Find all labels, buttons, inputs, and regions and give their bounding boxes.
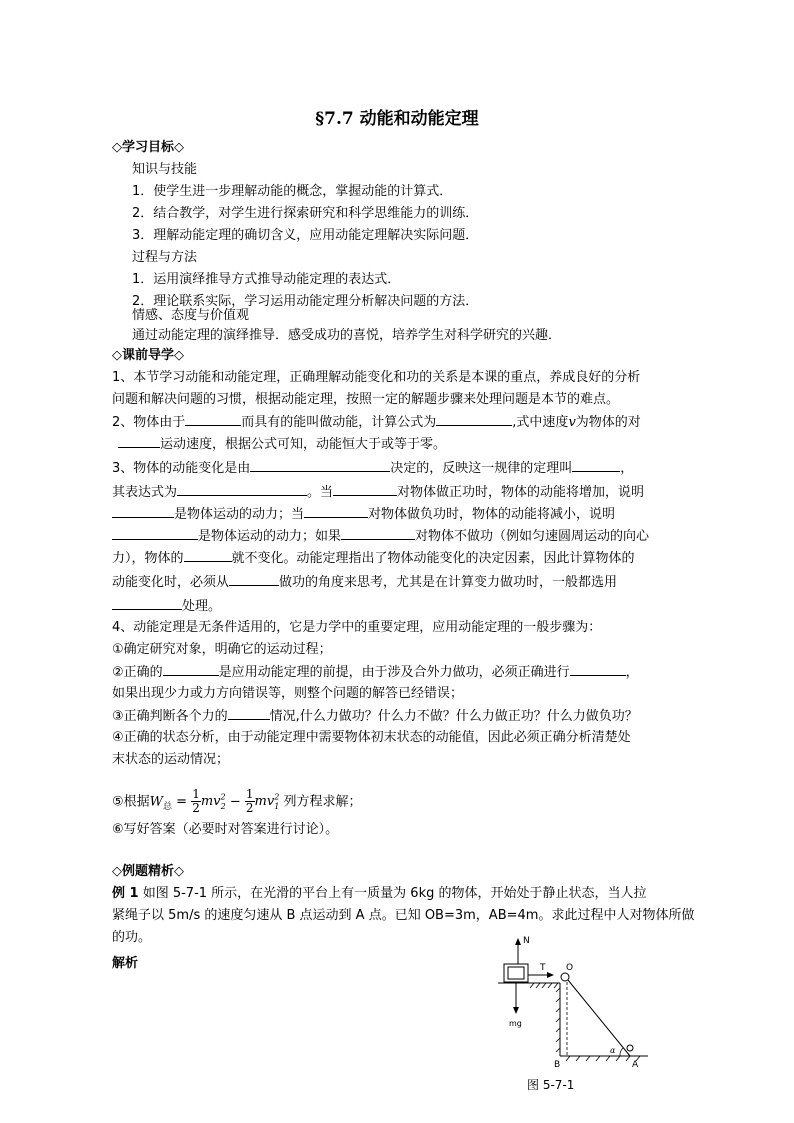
text: 而具有的能叫做动能，计算公式为 xyxy=(241,415,437,430)
example-line xyxy=(112,886,647,902)
fill-blank[interactable] xyxy=(228,708,270,720)
fill-blank[interactable] xyxy=(572,460,620,472)
fill-blank[interactable] xyxy=(185,414,241,426)
fill-blank[interactable] xyxy=(229,574,279,586)
label-N: N xyxy=(523,936,530,946)
text: 动能变化时，必须从 xyxy=(112,575,230,590)
text: ,式中速度 xyxy=(512,415,569,430)
paragraph-line: 问题和解决问题的习惯，根据动能定理，按照一定的解题步骤来处理问题是本节的难点。 xyxy=(112,392,620,407)
paragraph-line xyxy=(112,528,649,545)
fill-blank[interactable] xyxy=(570,664,626,676)
fill-blank[interactable] xyxy=(184,550,232,562)
fill-blank[interactable] xyxy=(112,598,182,610)
label-B: B xyxy=(554,1060,561,1070)
paragraph-line: 1、本节学习动能和动能定理，正确理解动能变化和功的关系是本课的重点，养成良好的分析 xyxy=(112,370,641,385)
subheading-knowledge: 知识与技能 xyxy=(132,162,198,177)
text: 对物体做正功时，物体的动能将增加，说明 xyxy=(397,485,645,500)
figure-5-7-1 xyxy=(494,930,654,1090)
goal-item: 1．运用演绎推导方式推导动能定理的表达式． xyxy=(132,272,401,287)
text: 是应用动能定理的前提，由于涉及合外力做功，必须正确进行 xyxy=(218,665,570,680)
goal-item: 3．理解动能定理的确切含义，应用动能定理解决实际问题． xyxy=(132,228,479,243)
step-item: ④正确的状态分析，由于动能定理中需要物体初末状态的动能值，因此必须正确分析清楚处 xyxy=(112,730,631,745)
fill-blank[interactable] xyxy=(118,436,160,448)
text: 对物体不做功（例如匀速圆周运动的向心 xyxy=(415,529,650,544)
fill-blank[interactable] xyxy=(333,484,397,496)
text: 为物体的对 xyxy=(575,415,641,430)
text: ， xyxy=(625,665,639,680)
fill-blank[interactable] xyxy=(341,528,415,540)
fill-blank[interactable] xyxy=(250,460,390,472)
subheading-emotion: 情感、态度与价值观 xyxy=(132,308,250,323)
goal-item: 2．结合教学，对学生进行探索研究和科学思维能力的训练． xyxy=(132,206,479,221)
arrow-head-icon xyxy=(547,972,554,978)
example-line: 的功。 xyxy=(112,930,152,945)
label-O: O xyxy=(566,963,574,973)
text: 。当 xyxy=(307,485,334,500)
text: 做功的角度来思考，尤其是在计算变力做功时，一般都选用 xyxy=(279,575,618,590)
paragraph-line xyxy=(112,460,633,477)
text: 对物体做负功时，物体的动能将减小，说明 xyxy=(368,507,616,522)
minus: − xyxy=(225,794,245,810)
text: 2、物体由于 xyxy=(112,415,186,430)
person-icon xyxy=(627,1045,633,1051)
label-alpha: α xyxy=(610,1046,616,1055)
label-T: T xyxy=(540,963,546,973)
step-item: 如果出现少力或力方向错误等，则整个问题的解答已经错误； xyxy=(112,686,464,701)
paragraph-line xyxy=(112,506,615,523)
paragraph-line xyxy=(112,598,221,615)
step-item: ⑥写好答案（必要时对答案进行讨论）。 xyxy=(112,822,339,837)
text: 情况,什么力做功？什么力不做？什么力做正功？什么力做负功？ xyxy=(269,709,638,724)
text: ， xyxy=(620,461,634,476)
step-item: 末状态的运动情况； xyxy=(112,752,230,767)
text: 处理。 xyxy=(182,599,222,614)
fill-blank[interactable] xyxy=(177,484,307,496)
section-heading-examples: ◇例题精析◇ xyxy=(112,864,184,879)
rope xyxy=(568,980,630,1056)
page-title: §7.7 动能和动能定理 xyxy=(315,109,479,129)
paragraph-line xyxy=(112,574,617,591)
velocity-symbol: v xyxy=(568,415,576,430)
example-line: 紧绳子以 5m/s 的速度匀速从 B 点运动到 A 点。已知 OB=3m，AB=4m。求此过程中人对物体所做 xyxy=(112,908,695,923)
goal-item: 通过动能定理的演绎推导．感受成功的喜悦，培养学生对科学研究的兴趣． xyxy=(132,328,562,343)
text: ③正确判断各个力的 xyxy=(112,709,228,724)
paragraph-line xyxy=(112,550,635,567)
text: 运动速度，根据公式可知，动能恒大于或等于零。 xyxy=(160,437,447,452)
text: ②正确的 xyxy=(112,665,163,680)
block-inner xyxy=(508,967,524,979)
label-mg: mg xyxy=(509,1019,522,1028)
fill-blank[interactable] xyxy=(112,506,174,518)
text: 其表达式为 xyxy=(112,485,178,500)
text: 是物体运动的动力；当 xyxy=(174,507,305,522)
work-symbol: W xyxy=(149,794,164,810)
pulley-icon xyxy=(561,973,569,981)
text: 力），物体的 xyxy=(112,551,184,566)
paragraph-line: 4、动能定理是无条件适用的，它是力学中的重要定理，应用动能定理的一般步骤为： xyxy=(112,620,602,635)
fraction-half: $\frac{1}{2}$ xyxy=(192,787,200,816)
section-heading-prestudy: ◇课前导学◇ xyxy=(112,348,184,363)
text: 是物体运动的动力；如果 xyxy=(198,529,342,544)
fill-blank[interactable] xyxy=(112,528,198,540)
text: 列方程求解； xyxy=(283,794,362,810)
label-A: A xyxy=(632,1060,639,1070)
text: 就不变化。动能定理指出了物体动能变化的决定因素，因此计算物体的 xyxy=(231,551,635,566)
text: 如图 5-7-1 所示，在光滑的平台上有一质量为 6kg 的物体，开始处于静止状态，当人拉 xyxy=(138,886,647,901)
kinetic-term: $mv^2_2$ xyxy=(200,793,226,811)
kinetic-term: $mv^2_1$ xyxy=(254,793,280,811)
text: 决定的，反映这一规律的定理叫 xyxy=(390,461,573,476)
goal-item: 1．使学生进一步理解动能的概念，掌握动能的计算式． xyxy=(132,184,453,199)
equals: = xyxy=(172,794,192,810)
arrow-head-icon xyxy=(515,938,521,945)
subheading-process: 过程与方法 xyxy=(132,250,198,265)
step-item xyxy=(112,708,638,725)
text: 3、物体的动能变化是由 xyxy=(112,461,251,476)
fill-blank[interactable] xyxy=(163,664,219,676)
fill-blank[interactable] xyxy=(304,506,368,518)
paragraph-line xyxy=(112,414,641,431)
ground-hatching xyxy=(566,1056,640,1061)
section-heading-goals: ◇学习目标◇ xyxy=(112,140,184,155)
platform-hatching xyxy=(530,983,558,988)
text: ⑤根据 xyxy=(112,794,150,810)
figure-caption: 图 5-7-1 xyxy=(527,1078,575,1092)
solution-label: 解析 xyxy=(112,956,139,971)
step-item-formula xyxy=(112,784,362,821)
arrow-head-icon xyxy=(513,1007,519,1014)
wall-hatching xyxy=(556,988,560,1052)
example-label: 例 1 xyxy=(112,886,139,901)
angle-arc xyxy=(620,1048,623,1056)
paragraph-line xyxy=(112,484,644,501)
step-item: ①确定研究对象，明确它的运动过程； xyxy=(112,642,332,657)
fraction-half: $\frac{1}{2}$ xyxy=(245,787,254,816)
goal-item: 2．理论联系实际，学习运用动能定理分析解决问题的方法． xyxy=(132,294,479,309)
fill-blank[interactable] xyxy=(436,414,512,426)
paragraph-line xyxy=(118,436,446,453)
subscript: 总 xyxy=(163,801,173,812)
step-item xyxy=(112,664,639,681)
